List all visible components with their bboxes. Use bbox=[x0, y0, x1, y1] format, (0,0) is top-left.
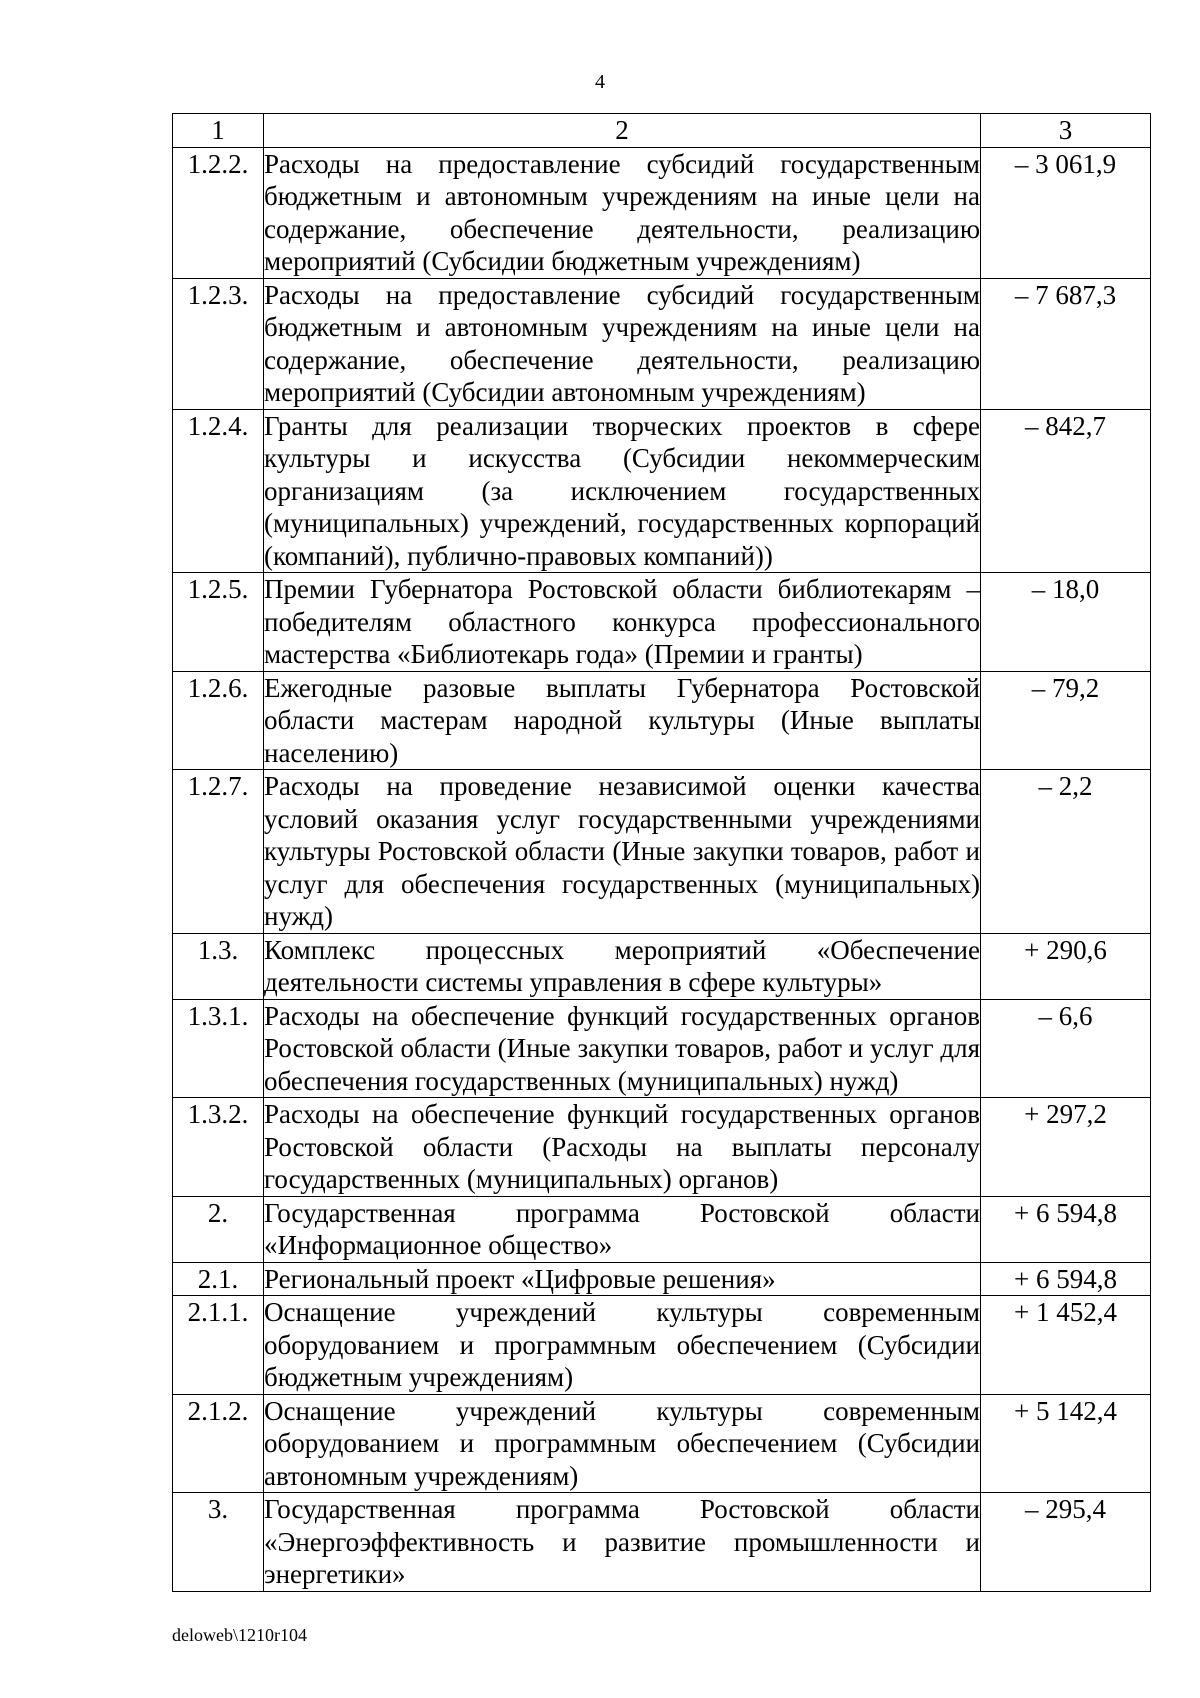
row-description-cell: Гранты для реализации творческих проектов в сфере культуры и искусства (Субсидии некоммерческим организациям (за исключением государственных (муниципальных) учреждений, государственных корпораций (компаний), публично-правовых компаний)) bbox=[264, 410, 980, 571]
table-row bbox=[173, 1098, 1151, 1197]
row-value-cell: – 3 061,9 bbox=[981, 147, 1151, 278]
row-description-cell: Ежегодные разовые выплаты Губернатора Ростовской области мастерам народной культуры (Иные выплаты населению) bbox=[264, 672, 980, 768]
table-row bbox=[173, 409, 1151, 573]
row-description-cell: Оснащение учреждений культуры современным оборудованием и программным обеспечением (Субсидии автономным учреждениям) bbox=[264, 1395, 980, 1491]
row-number-cell: 1.2.4. bbox=[173, 409, 264, 573]
footer-file-code: deloweb\1210r104 bbox=[172, 1625, 307, 1645]
header-cell-1: 1 bbox=[173, 114, 264, 148]
row-number-cell: 1.3.2. bbox=[173, 1098, 264, 1197]
row-number-cell: 1.2.2. bbox=[173, 147, 264, 278]
row-description-cell: Расходы на предоставление субсидий государственным бюджетным и автономным учреждениям на иные цели на содержание, обеспечение деятельности, реализацию мероприятий (Субсидии автономным учреждениям) bbox=[264, 279, 980, 407]
row-value-cell: – 2,2 bbox=[981, 770, 1151, 934]
header-cell-2: 2 bbox=[264, 114, 981, 148]
row-description-cell: Региональный проект «Цифровые решения» bbox=[264, 1262, 981, 1296]
row-value-cell: – 842,7 bbox=[981, 409, 1151, 573]
table-row bbox=[173, 1296, 1151, 1395]
row-value-cell: + 1 452,4 bbox=[981, 1296, 1151, 1395]
row-number-cell: 2. bbox=[173, 1196, 264, 1262]
table-row bbox=[173, 1394, 1151, 1493]
row-number-cell: 3. bbox=[173, 1493, 264, 1592]
row-description-cell: Расходы на предоставление субсидий государственным бюджетным и автономным учреждениям на иные цели на содержание, обеспечение деятельности, реализацию мероприятий (Субсидии бюджетным учреждениям) bbox=[264, 148, 980, 276]
row-number-cell: 1.3. bbox=[173, 933, 264, 999]
row-number-cell: 2.1. bbox=[173, 1262, 264, 1296]
row-number-cell: 1.2.7. bbox=[173, 770, 264, 934]
row-description-cell: Расходы на проведение независимой оценки качества условий оказания услуг государственными учреждениями культуры Ростовской области (Иные закупки товаров, работ и услуг для обеспечения государственных (муниципальных) нужд) bbox=[264, 771, 980, 931]
table-row bbox=[173, 573, 1151, 672]
row-value-cell: – 79,2 bbox=[981, 671, 1151, 770]
row-description-cell: Оснащение учреждений культуры современным оборудованием и программным обеспечением (Субсидии бюджетным учреждениям) bbox=[264, 1297, 980, 1392]
row-description-cell: Государственная программа Ростовской области «Энергоэффективность и развитие промышленности и энергетики» bbox=[264, 1494, 980, 1589]
row-number-cell: 2.1.2. bbox=[173, 1394, 264, 1493]
table-row bbox=[173, 999, 1151, 1098]
row-value-cell: + 6 594,8 bbox=[981, 1262, 1151, 1296]
row-description-cell: Расходы на обеспечение функций государственных органов Ростовской области (Иные закупки товаров, работ и услуг для обеспечения государственных (муниципальных) нужд) bbox=[264, 1000, 980, 1096]
row-number-cell: 1.2.3. bbox=[173, 278, 264, 409]
table-row bbox=[173, 1493, 1151, 1592]
row-value-cell: – 7 687,3 bbox=[981, 278, 1151, 409]
row-value-cell: + 297,2 bbox=[981, 1098, 1151, 1197]
row-value-cell: + 290,6 bbox=[981, 933, 1151, 999]
row-description-cell: Государственная программа Ростовской области «Информационное общество» bbox=[264, 1197, 980, 1260]
row-value-cell: – 18,0 bbox=[981, 573, 1151, 672]
table-row bbox=[173, 770, 1151, 934]
row-value-cell: – 295,4 bbox=[981, 1493, 1151, 1592]
row-number-cell: 2.1.1. bbox=[173, 1296, 264, 1395]
row-number-cell: 1.2.5. bbox=[173, 573, 264, 672]
table-row bbox=[173, 147, 1151, 278]
table-row bbox=[173, 278, 1151, 409]
row-number-cell: 1.2.6. bbox=[173, 671, 264, 770]
row-value-cell: – 6,6 bbox=[981, 999, 1151, 1098]
row-description-cell: Расходы на обеспечение функций государственных органов Ростовской области (Расходы на выплаты персоналу государственных (муниципальных) органов) bbox=[264, 1099, 980, 1194]
row-number-cell: 1.3.1. bbox=[173, 999, 264, 1098]
header-cell-3: 3 bbox=[981, 114, 1151, 148]
table-row bbox=[173, 1196, 1151, 1262]
page-number: 4 bbox=[595, 71, 605, 93]
row-value-cell: + 5 142,4 bbox=[981, 1394, 1151, 1493]
table-row bbox=[173, 1262, 1151, 1296]
table-row bbox=[173, 933, 1151, 999]
budget-table bbox=[172, 113, 1151, 1592]
table-row bbox=[173, 671, 1151, 770]
row-description-cell: Комплекс процессных мероприятий «Обеспечение деятельности системы управления в сфере культуры» bbox=[264, 934, 980, 997]
row-description-cell: Премии Губернатора Ростовской области библиотекарям – победителям областного конкурса профессионального мастерства «Библиотекарь года» (Премии и гранты) bbox=[264, 574, 980, 669]
row-value-cell: + 6 594,8 bbox=[981, 1196, 1151, 1262]
table-header-row bbox=[173, 114, 1151, 148]
